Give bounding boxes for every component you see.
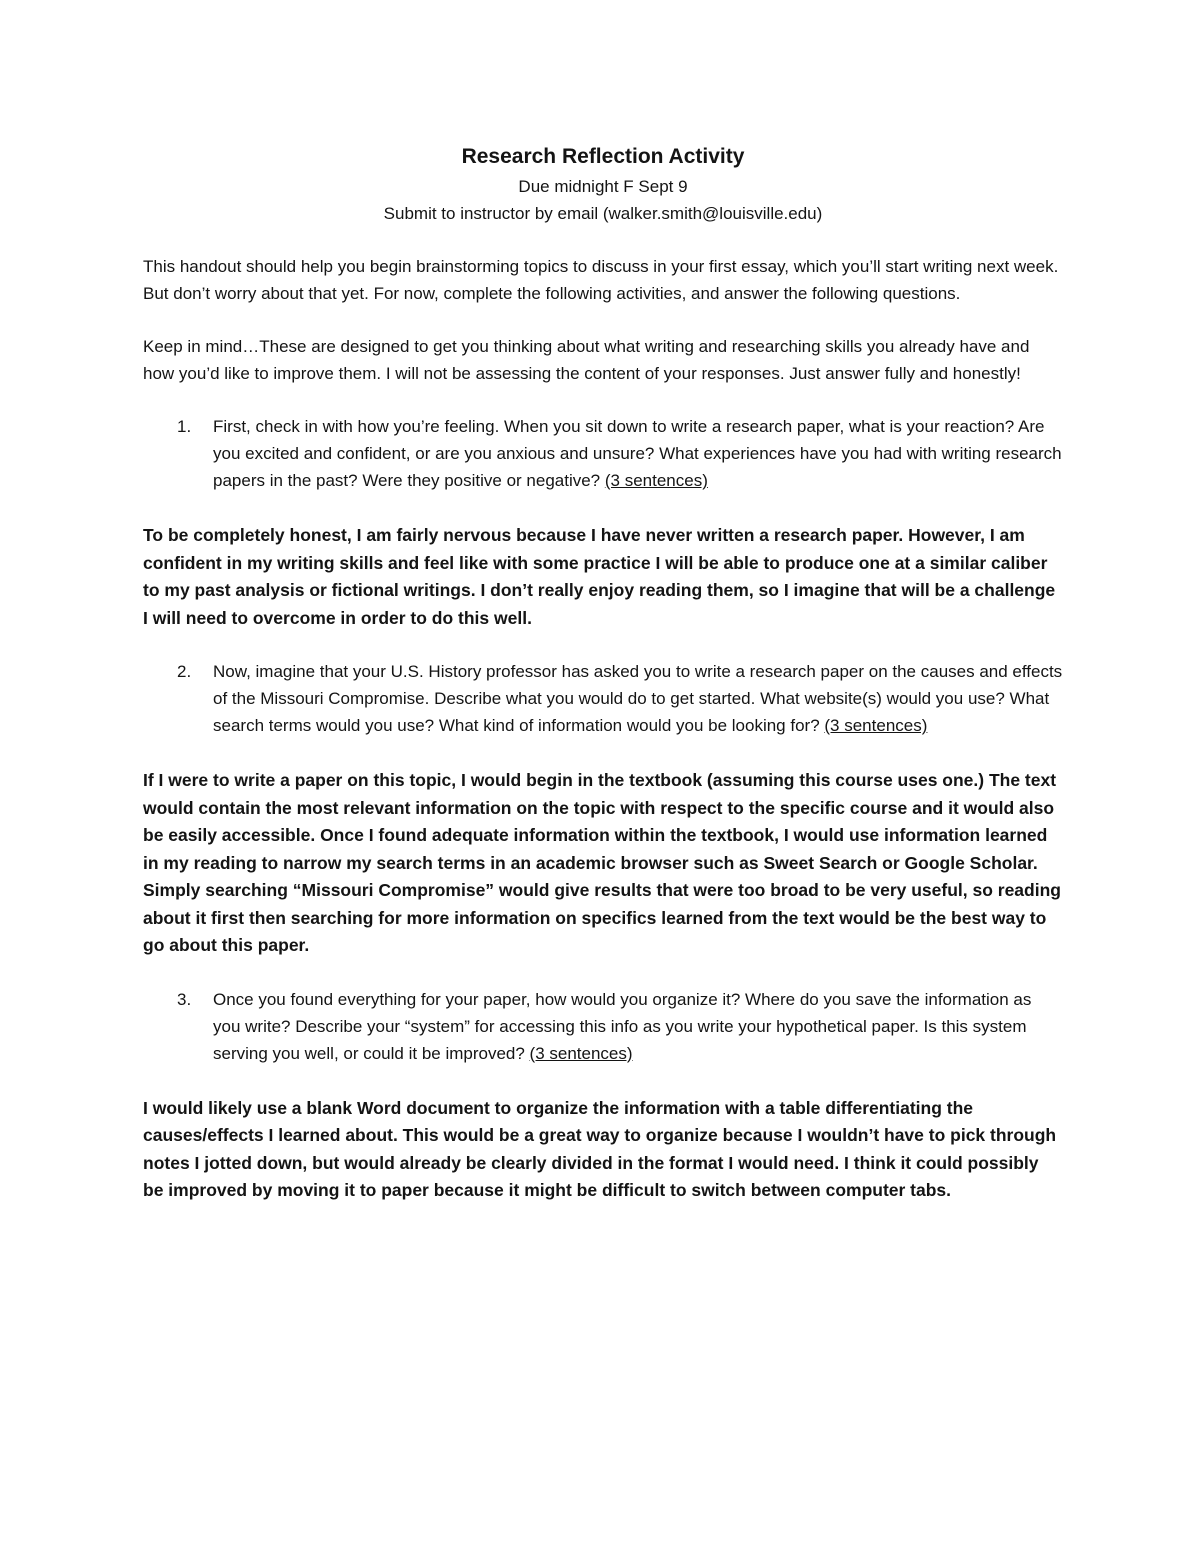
document-title: Research Reflection Activity bbox=[461, 145, 745, 168]
question-2 bbox=[143, 658, 1063, 739]
question-1-text: First, check in with how you’re feeling. When you sit down to write a research paper, what is your reaction? Are you excited and confident, or are you anxious and unsure? What experiences have you had with writing research papers in the past? Were they positive or negative? bbox=[213, 417, 1062, 490]
answer-1: To be completely honest, I am fairly nervous because I have never written a research paper. However, I am confident in my writing skills and feel like with some practice I will be able to produce one at a similar caliber to my past analysis or fictional writings. I don’t really enjoy reading them, so I imagine that will be a challenge I will need to overcome in order to do this well. bbox=[143, 525, 1056, 628]
question-1 bbox=[143, 413, 1063, 494]
question-3-number: 3. bbox=[177, 989, 192, 1009]
answer-3: I would likely use a blank Word document to organize the information with a table differentiating the causes/effects I learned about. This would be a great way to organize because I wouldn’t have to pick through notes I jotted down, but would already be clearly divided in the format I would need. I think it could possibly be improved by moving it to paper because it might be difficult to switch between computer tabs. bbox=[143, 1097, 1057, 1200]
document-page bbox=[143, 143, 1063, 1205]
question-3-length-note: (3 sentences) bbox=[529, 1043, 633, 1063]
keep-in-mind-paragraph: Keep in mind…These are designed to get you thinking about what writing and researching skills you already have and how you’d like to improve them. I will not be assessing the content of your responses. Just answer fully and honestly! bbox=[143, 337, 1030, 383]
question-3-text: Once you found everything for your paper, how would you organize it? Where do you save the information as you write? Describe your “system” for accessing this info as you write your hypothetical paper. Is this system serving you well, or could it be improved? bbox=[213, 989, 1032, 1063]
submission-line: Submit to instructor by email (walker.smith@louisville.edu) bbox=[383, 204, 823, 223]
answer-2: If I were to write a paper on this topic, I would begin in the textbook (assuming this course uses one.) The text would contain the most relevant information on the topic with respect to the specific course and it would also be easily accessible. Once I found adequate information within the textbook, I would use information learned in my reading to narrow my search terms in an academic browser such as Sweet Search or Google Scholar. Simply searching “Missouri Compromise” would give results that were too broad to be very useful, so reading about it first then searching for more information on specifics learned from the text would be the best way to go about this paper. bbox=[143, 770, 1061, 955]
intro-paragraph: This handout should help you begin brainstorming topics to discuss in your first essay, which you’ll start writing next week. But don’t worry about that yet. For now, complete the following activities, and answer the following questions. bbox=[143, 257, 1059, 303]
question-2-text: Now, imagine that your U.S. History professor has asked you to write a research paper on the causes and effects of the Missouri Compromise. Describe what you would do to get started. What website(s) would you use? What search terms would you use? What kind of information would you be looking for? bbox=[213, 662, 1063, 735]
question-2-number: 2. bbox=[177, 662, 192, 681]
question-2-length-note: (3 sentences) bbox=[824, 716, 928, 735]
question-1-number: 1. bbox=[177, 417, 192, 436]
question-3 bbox=[143, 986, 1063, 1067]
question-1-length-note: (3 sentences) bbox=[604, 471, 708, 490]
due-date-line: Due midnight F Sept 9 bbox=[518, 177, 688, 196]
